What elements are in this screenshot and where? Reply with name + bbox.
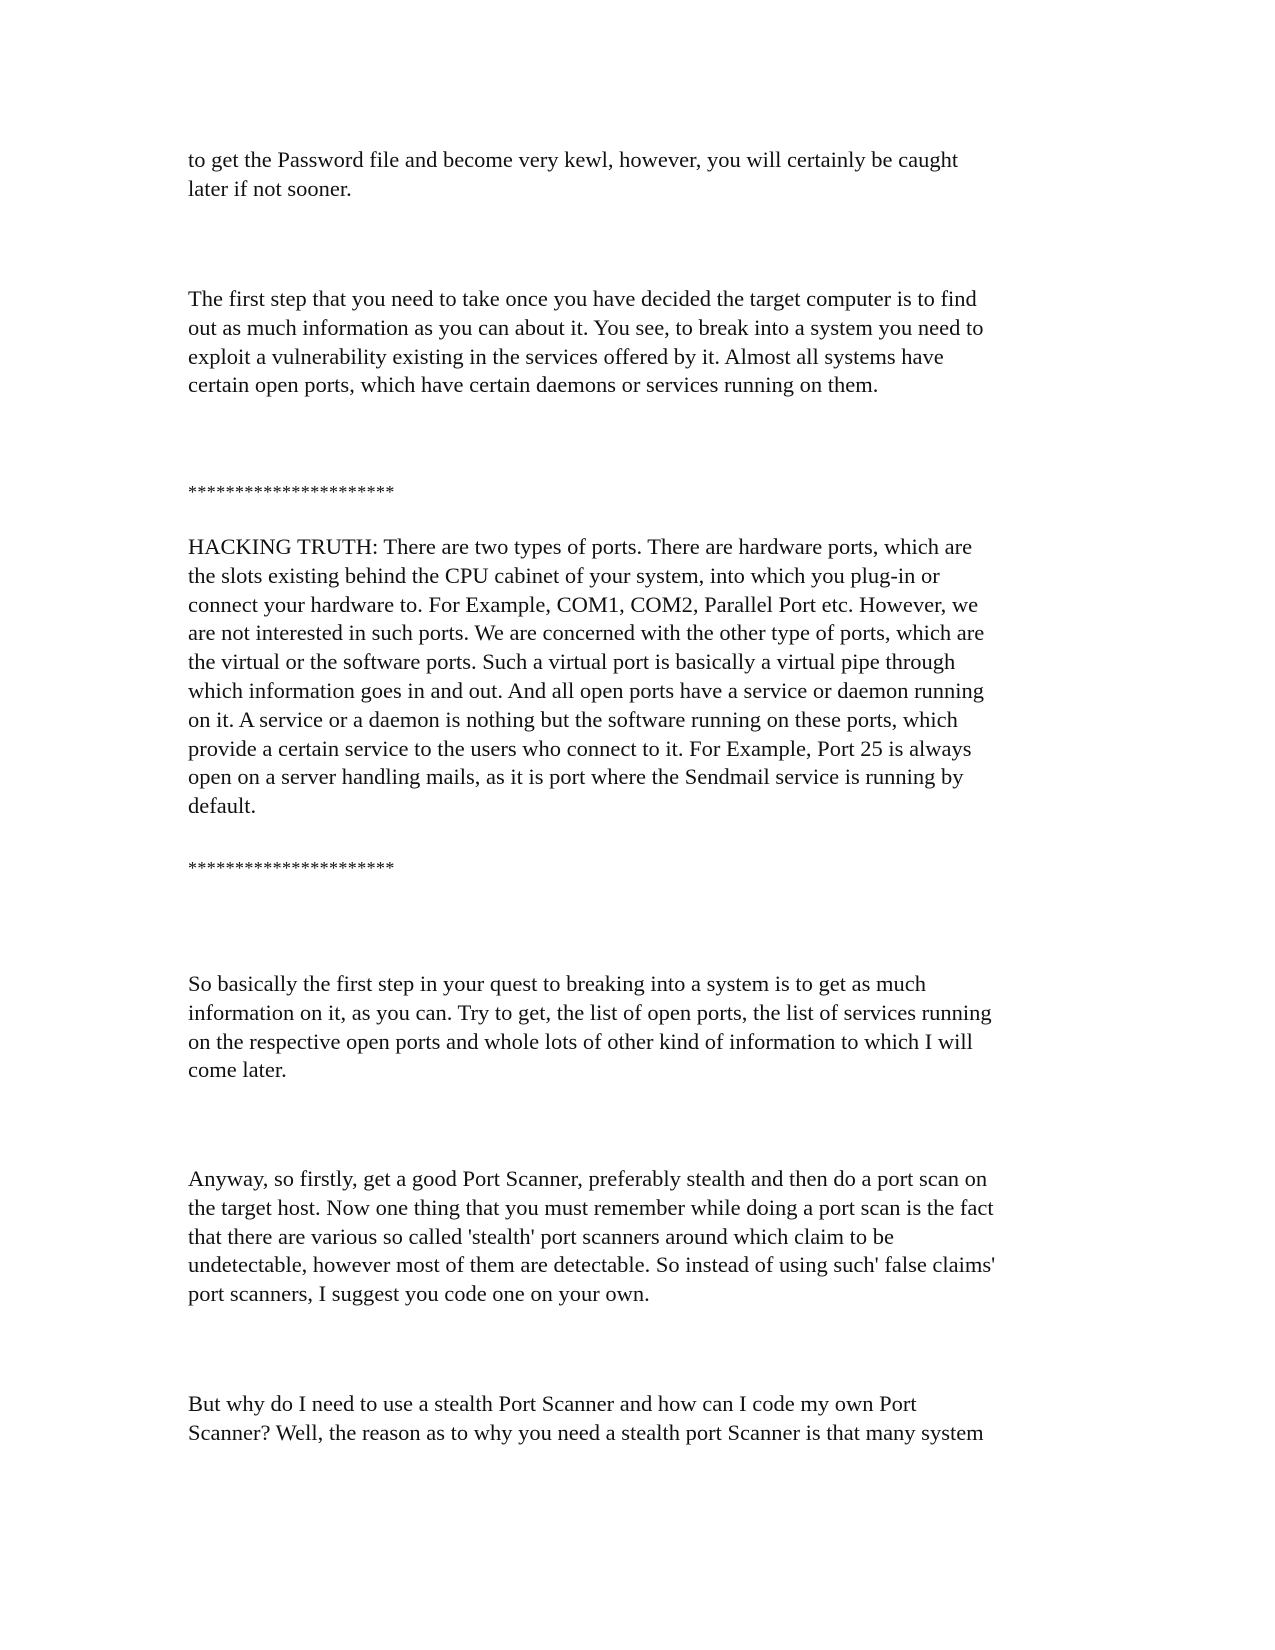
paragraph-stealth-question bbox=[188, 1390, 1088, 1448]
text-line: So basically the first step in your quest to breaking into a system is to get as much bbox=[188, 971, 927, 996]
text-line: are not interested in such ports. We are concerned with the other type of ports, which are bbox=[188, 620, 985, 646]
text-line: HACKING TRUTH: There are two types of ports. There are hardware ports, which are bbox=[188, 534, 973, 559]
text-line: information on it, as you can. Try to get, the list of open ports, the list of services running bbox=[188, 999, 992, 1025]
text-line: on it. A service or a daemon is nothing but the software running on these ports, which bbox=[188, 706, 958, 732]
text-line: open on a server handling mails, as it is port where the Sendmail service is running by bbox=[188, 764, 964, 790]
text-line: to get the Password file and become very kewl, however, you will certainly be caught bbox=[188, 147, 959, 172]
text-line: the target host. Now one thing that you must remember while doing a port scan is the fact bbox=[188, 1194, 994, 1220]
text-line: come later. bbox=[188, 1057, 287, 1083]
text-line: exploit a vulnerability existing in the services offered by it. Almost all systems have bbox=[188, 343, 944, 369]
text-line: later if not sooner. bbox=[188, 175, 352, 201]
text-line: on the respective open ports and whole lots of other kind of information to which I will bbox=[188, 1028, 973, 1054]
text-line: But why do I need to use a stealth Port Scanner and how can I code my own Port bbox=[188, 1391, 917, 1416]
text-line: that there are various so called 'stealth' port scanners around which claim to be bbox=[188, 1223, 894, 1249]
text-line: Anyway, so firstly, get a good Port Scanner, preferably stealth and then do a port scan on bbox=[188, 1166, 988, 1191]
text-line: The first step that you need to take once you have decided the target computer is to find bbox=[188, 286, 977, 311]
text-line: port scanners, I suggest you code one on your own. bbox=[188, 1281, 650, 1307]
text-line: Scanner? Well, the reason as to why you need a stealth port Scanner is that many system bbox=[188, 1419, 984, 1445]
paragraph-hacking-truth bbox=[188, 533, 1088, 821]
text-line: out as much information as you can about it. You see, to break into a system you need to bbox=[188, 314, 984, 340]
text-line: default. bbox=[188, 793, 257, 819]
text-line: connect your hardware to. For Example, COM1, COM2, Parallel Port etc. However, we bbox=[188, 591, 979, 617]
text-line: which information goes in and out. And all open ports have a service or daemon running bbox=[188, 677, 985, 703]
paragraph-first-step bbox=[188, 285, 1088, 400]
text-line: the slots existing behind the CPU cabinet of your system, into which you plug-in or bbox=[188, 562, 940, 588]
text-line: certain open ports, which have certain daemons or services running on them. bbox=[188, 372, 879, 398]
separator-stars-top: ********************** bbox=[188, 482, 395, 502]
separator-stars-bottom: ********************** bbox=[188, 858, 395, 878]
text-line: undetectable, however most of them are detectable. So instead of using such' false claims' bbox=[188, 1252, 996, 1278]
paragraph-password-file bbox=[188, 146, 1088, 204]
paragraph-basically-first-step bbox=[188, 970, 1088, 1085]
paragraph-port-scanner bbox=[188, 1165, 1088, 1309]
text-line: the virtual or the software ports. Such a virtual port is basically a virtual pipe through bbox=[188, 649, 956, 675]
text-line: provide a certain service to the users who connect to it. For Example, Port 25 is always bbox=[188, 735, 972, 761]
